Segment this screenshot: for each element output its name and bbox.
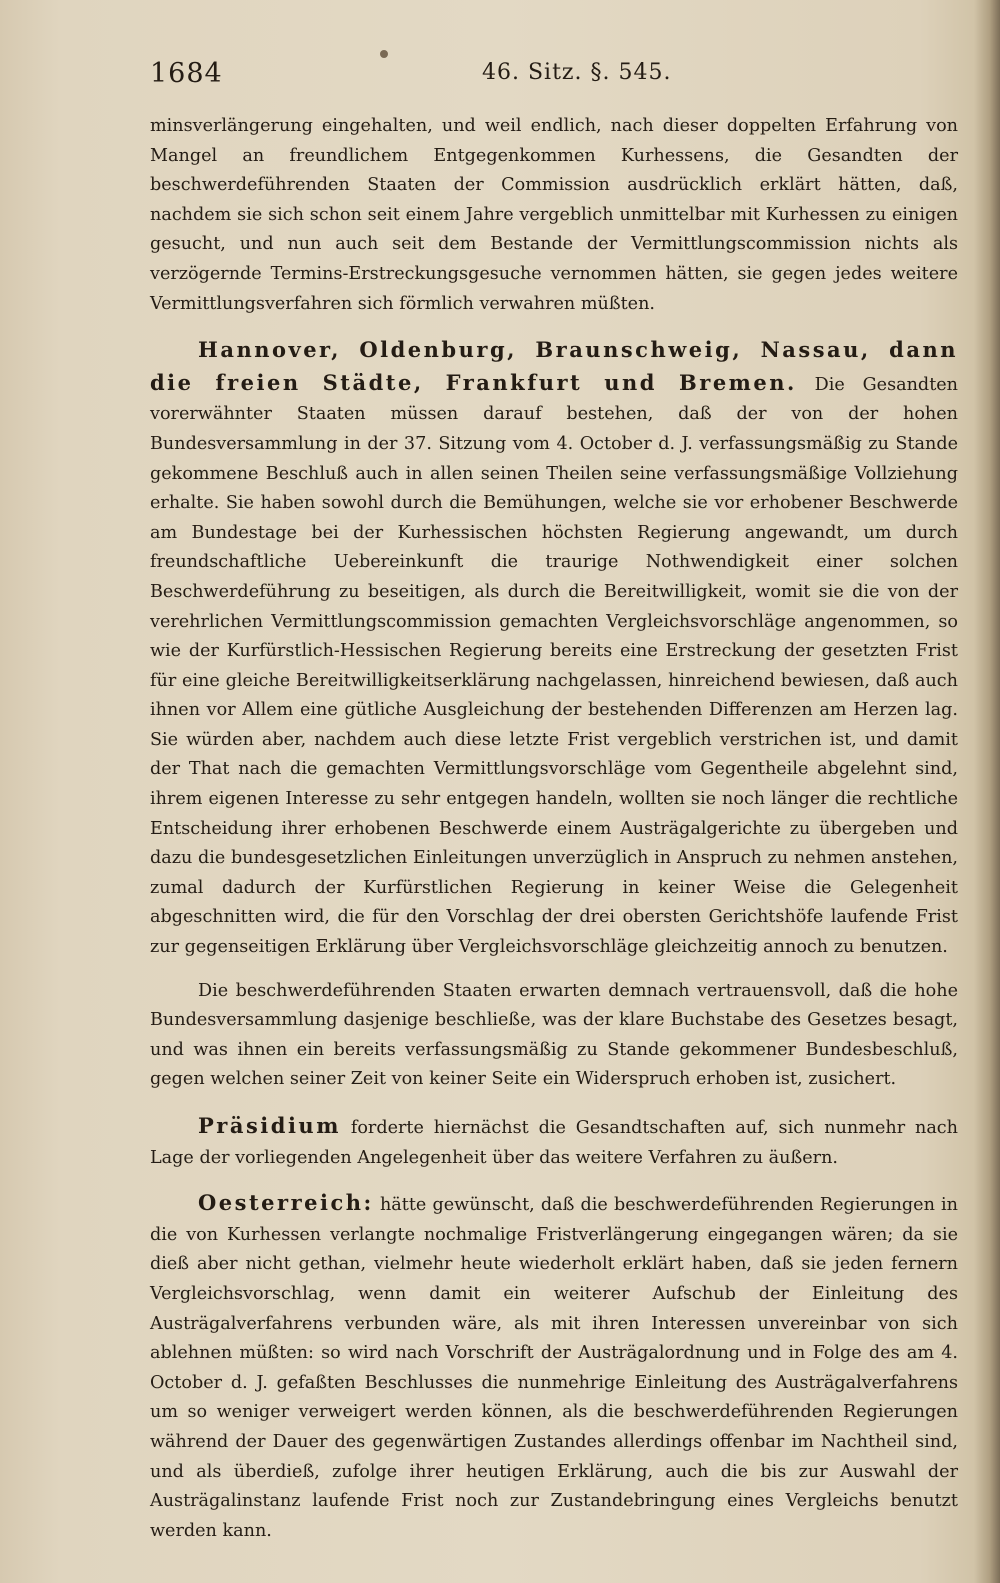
speaker-heading: Präsidium: [198, 1113, 341, 1138]
page-body: [150, 112, 958, 1546]
running-title: 46. Sitz. §. 545.: [482, 60, 672, 85]
page-edge-shadow: [974, 0, 1000, 1583]
paragraph-text: hätte gewünscht, daß die beschwerdeführenden Regierungen in die von Kurhessen verlangte nochmalige Fristverlängerung eingegangen wären; da sie dieß aber nicht gethan, vielmehr heute wiederholt erklärt haben, daß sie jeden fernern Vergleichsvorschlag, wenn damit ein weiterer Aufschub der Einleitung des Austrägalverfahrens verbunden wäre, als mit ihren Interessen unvereinbar von sich ablehnen müßten: so wird nach Vorschrift der Austrägalordnung und in Folge des am 4. October d. J. gefaßten Beschlusses die nunmehrige Einleitung des Austrägalverfahrens um so weniger verweigert werden können, als die beschwerdeführenden Regierungen während der Dauer des gegenwärtigen Zustandes allerdings offenbar im Nachtheil sind, und als überdieß, zufolge ihrer heutigen Erklärung, auch die bis zur Auswahl der Austrägalinstanz laufende Frist noch zur Zustandebringung eines Vergleichs benutzt werden kann.: [150, 1195, 958, 1541]
speaker-heading: Oesterreich:: [198, 1190, 374, 1216]
speaker-heading: Hannover, Oldenburg, Braunschweig, Nassau, dann die freien Städte, Frankfurt und Bremen.: [150, 337, 958, 395]
paragraph-continuation: [150, 112, 958, 319]
ink-spot: [380, 50, 388, 58]
paragraph-praesidium: [150, 1111, 958, 1173]
page-header: [150, 58, 962, 98]
paragraph-text: Die Gesandten vorerwähnter Staaten müssen darauf bestehen, daß der von der hohen Bundesversammlung in der 37. Sitzung vom 4. October d. J. verfassungsmäßig zu Stande gekommene Beschluß auch in allen seinen Theilen seine verfassungsmäßige Vollziehung erhalte. Sie haben sowohl durch die Bemühungen, welche sie vor erhobener Beschwerde am Bundestage bei der Kurhessischen höchsten Regierung angewandt, um durch freundschaftliche Uebereinkunft die traurige Nothwendigkeit einer solchen Beschwerdeführung zu beseitigen, als durch die Bereitwilligkeit, womit sie die von der verehrlichen Vermittlungscommission gemachten Vergleichsvorschläge angenommen, so wie der Kurfürstlich-Hessischen Regierung bereits eine Erstreckung der gesetzten Frist für eine gleiche Bereitwilligkeitserklärung nachgelassen, hinreichend bewiesen, daß auch ihnen vor Allem eine gütliche Ausgleichung der bestehenden Differenzen am Herzen lag. Sie würden aber, nachdem auch diese letzte Frist vergeblich verstrichen ist, und damit der That nach die gemachten Vermittlungsvorschläge vom Gegentheile abgelehnt sind, ihrem eigenen Interesse zu sehr entgegen handeln, wollten sie noch länger die rechtliche Entscheidung ihrer erhobenen Beschwerde einem Austrägalgerichte zu übergeben und dazu die bundesgesetzlichen Einleitungen unverzüglich in Anspruch zu nehmen anstehen, zumal dadurch der Kurfürstlichen Regierung in keiner Weise die Gelegenheit abgeschnitten wird, die für den Vorschlag der drei obersten Gerichtshöfe laufende Frist zur gegenseitigen Erklärung über Vergleichsvorschläge gleichzeitig annoch zu benutzen.: [150, 374, 959, 958]
page-number: 1684: [150, 58, 223, 89]
paragraph-oesterreich: [150, 1188, 958, 1546]
paragraph-hannover-statement: [150, 335, 958, 962]
paragraph-text: minsverlängerung eingehalten, und weil endlich, nach dieser doppelten Erfahrung von Mangel an freundlichem Entgegenkommen Kurhessens, die Gesandten der beschwerdeführenden Staaten der Commission ausdrücklich erklärt hätten, daß, nachdem sie sich schon seit einem Jahre vergeblich unmittelbar mit Kurhessen zu einigen gesucht, und nun auch seit dem Bestande der Vermittlungscommission nichts als verzögernde Termins-Erstreckungsgesuche vernommen hätten, sie gegen jedes weitere Vermittlungsverfahren sich förmlich verwahren müßten.: [150, 116, 958, 314]
paragraph-text: forderte hiernächst die Gesandtschaften auf, sich nunmehr nach Lage der vorliegenden Angelegenheit über das weitere Verfahren zu äußern.: [150, 1118, 958, 1168]
paragraph-text: Die beschwerdeführenden Staaten erwarten demnach vertrauensvoll, daß die hohe Bundesversammlung dasjenige beschließe, was der klare Buchstabe des Gesetzes besagt, und was ihnen ein bereits verfassungsmäßig zu Stande gekommener Bundesbeschluß, gegen welchen seiner Zeit von keiner Seite ein Widerspruch erhoben ist, zusichert.: [150, 980, 958, 1090]
paragraph-expectation: [150, 977, 958, 1095]
